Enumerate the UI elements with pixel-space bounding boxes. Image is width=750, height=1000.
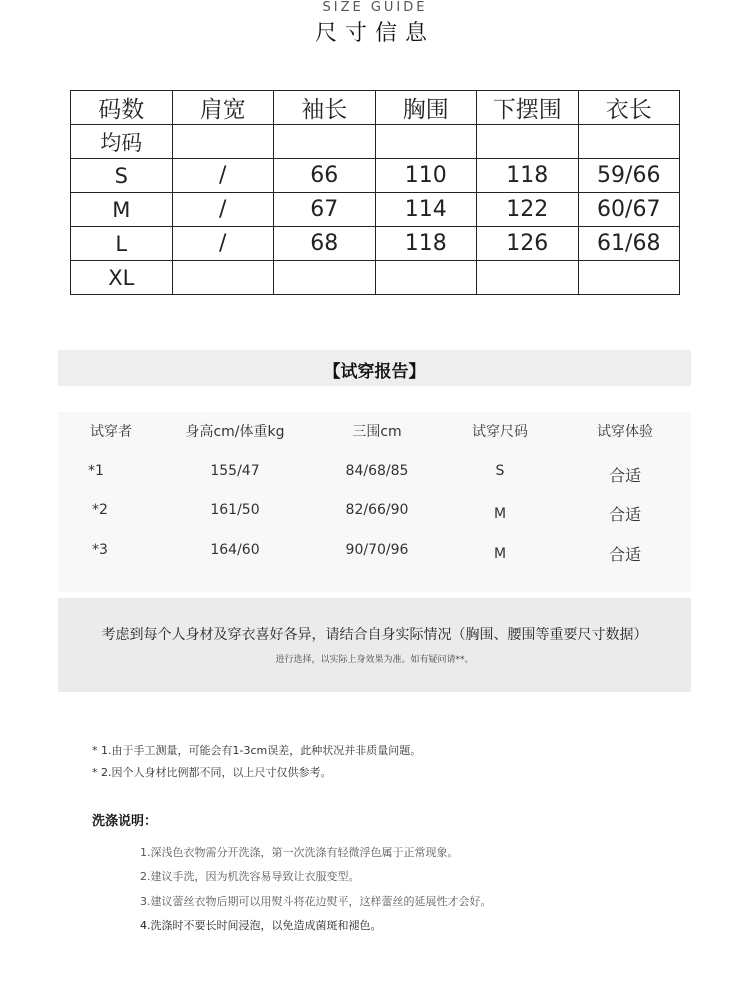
size-cell [375, 125, 477, 159]
size-header-cell: 衣长 [578, 91, 680, 125]
size-cell [578, 261, 680, 295]
size-cell [274, 261, 376, 295]
size-cell [578, 125, 680, 159]
report-header-cell: 试穿者 [90, 424, 132, 440]
size-guide-title-cn: 尺寸信息 [314, 21, 435, 46]
size-table-header-row [71, 91, 680, 125]
notice-bar [58, 598, 691, 692]
report-cell-tester: *3 [92, 542, 108, 558]
size-header-cell: 下摆围 [477, 91, 579, 125]
size-cell: L [71, 227, 173, 261]
size-cell: S [71, 159, 173, 193]
size-header-cell: 肩宽 [172, 91, 274, 125]
report-header-cell: 试穿尺码 [472, 424, 528, 440]
size-cell: 60/67 [578, 193, 680, 227]
size-cell: 59/66 [578, 159, 680, 193]
report-cell-size: S [495, 463, 505, 479]
size-cell [477, 261, 579, 295]
report-cell-measurements: 82/66/90 [345, 502, 409, 518]
report-cell-fit: 合适 [608, 545, 641, 564]
size-header-cell: 袖长 [274, 91, 376, 125]
size-cell: / [172, 159, 274, 193]
size-cell [172, 125, 274, 159]
report-cell-height-weight: 155/47 [210, 463, 260, 479]
report-header-cell: 三围cm [352, 424, 402, 440]
measurement-note: * 1.由于手工测量，可能会有1-3cm误差，此种状况并非质量问题。 [92, 744, 422, 757]
size-cell: M [71, 193, 173, 227]
size-cell: 均码 [71, 125, 173, 159]
washing-title: 洗涤说明： [92, 814, 158, 829]
washing-item: 1.深浅色衣物需分开洗涤，第一次洗涤有轻微浮色属于正常现象。 [140, 846, 459, 859]
report-cell-height-weight: 161/50 [210, 502, 260, 518]
size-cell: / [172, 227, 274, 261]
washing-item: 4.洗涤时不要长时间浸泡，以免造成菌斑和褪色。 [140, 919, 382, 932]
size-cell: 122 [477, 193, 579, 227]
size-table-row [71, 159, 680, 193]
size-cell [274, 125, 376, 159]
report-header-cell: 身高cm/体重kg [185, 424, 285, 440]
size-table-row [71, 227, 680, 261]
size-cell: 66 [274, 159, 376, 193]
size-cell: 118 [477, 159, 579, 193]
size-header-cell: 胸围 [375, 91, 477, 125]
size-cell: 114 [375, 193, 477, 227]
size-cell [477, 125, 579, 159]
size-cell [172, 261, 274, 295]
size-cell [375, 261, 477, 295]
size-header-cell: 码数 [71, 91, 173, 125]
size-cell: / [172, 193, 274, 227]
report-cell-height-weight: 164/60 [210, 542, 260, 558]
report-cell-tester: *2 [92, 502, 108, 518]
size-cell: 126 [477, 227, 579, 261]
size-cell: 118 [375, 227, 477, 261]
size-cell: 68 [274, 227, 376, 261]
report-cell-fit: 合适 [608, 505, 641, 524]
report-title: 【试穿报告】 [323, 362, 426, 382]
size-cell: 61/68 [578, 227, 680, 261]
report-cell-tester: *1 [88, 463, 104, 479]
size-guide-title-en: SIZE GUIDE [322, 0, 428, 15]
washing-item: 3.建议蕾丝衣物后期可以用熨斗将花边熨平，这样蕾丝的延展性才会好。 [140, 895, 492, 908]
size-cell: XL [71, 261, 173, 295]
report-cell-fit: 合适 [608, 466, 641, 485]
size-table-row [71, 125, 680, 159]
size-cell: 67 [274, 193, 376, 227]
size-cell: 110 [375, 159, 477, 193]
size-table-row [71, 261, 680, 295]
notice-sub-text: 进行选择，以实际上身效果为准。如有疑问请**。 [275, 655, 474, 665]
washing-item: 2.建议手洗，因为机洗容易导致让衣服变型。 [140, 870, 360, 883]
report-header-cell: 试穿体验 [597, 424, 653, 440]
size-table [70, 90, 680, 295]
report-cell-measurements: 90/70/96 [345, 542, 409, 558]
size-table-row [71, 193, 680, 227]
notice-main-text: 考虑到每个人身材及穿衣喜好各异，请结合自身实际情况（胸围、腰围等重要尺寸数据） [101, 627, 648, 643]
report-cell-size: M [493, 506, 507, 522]
measurement-note: * 2.因个人身材比例都不同，以上尺寸仅供参考。 [92, 766, 332, 779]
report-cell-size: M [493, 546, 507, 562]
report-cell-measurements: 84/68/85 [345, 463, 409, 479]
